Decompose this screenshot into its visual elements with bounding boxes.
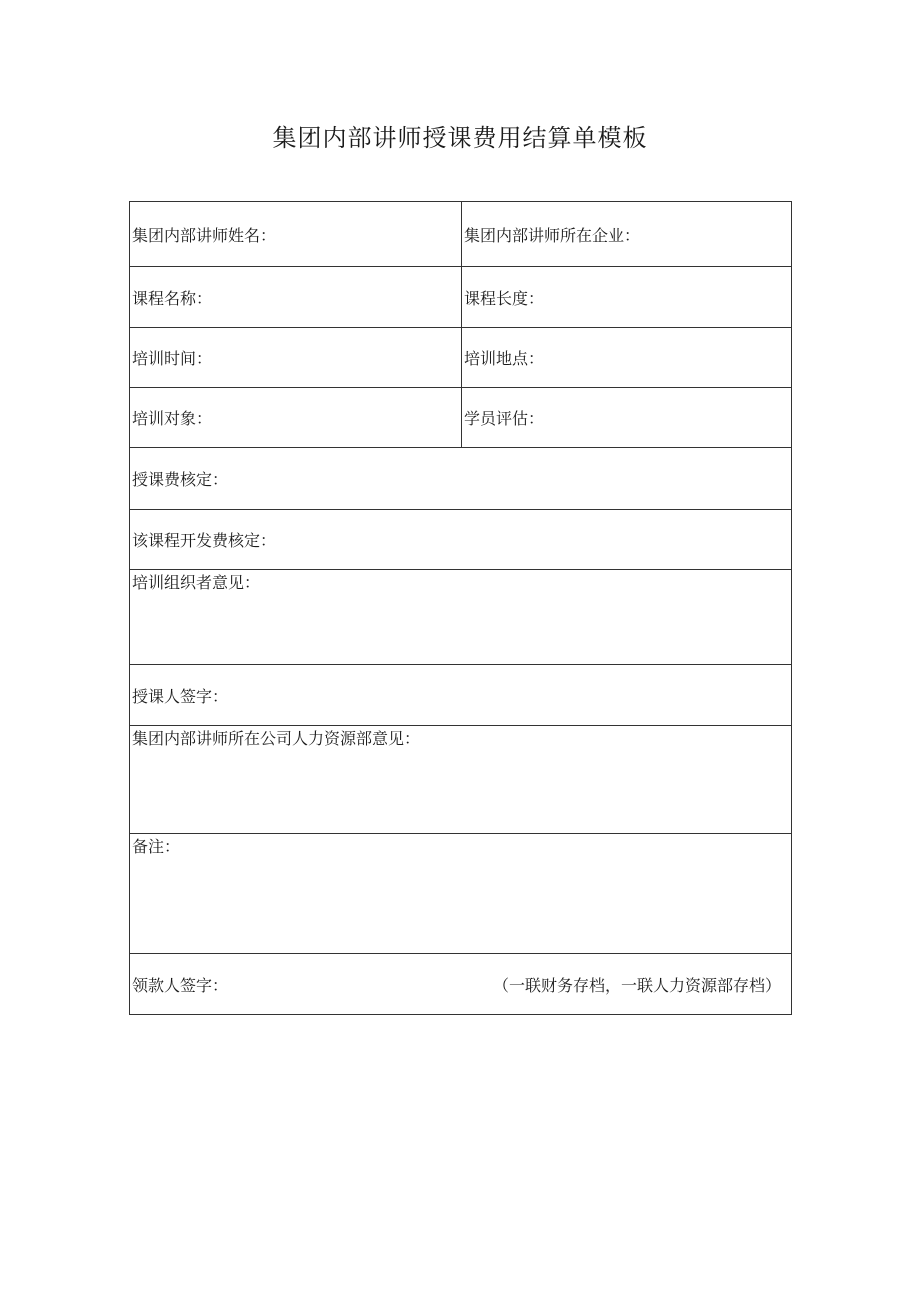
settlement-form-table	[129, 201, 792, 1015]
form-row-teaching-fee	[130, 448, 792, 510]
form-row-instructor	[130, 202, 792, 267]
form-row-organizer-opinion	[130, 570, 792, 665]
hr-opinion-label: 集团内部讲师所在公司人力资源部意见：	[132, 729, 421, 748]
organizer-opinion-label: 培训组织者意见：	[132, 573, 261, 592]
training-location-field[interactable]	[462, 328, 792, 388]
form-row-development-fee	[130, 510, 792, 570]
training-target-field[interactable]	[130, 388, 462, 448]
course-length-field[interactable]	[462, 267, 792, 328]
document-title: 集团内部讲师授课费用结算单模板	[272, 124, 648, 152]
payee-signature-label: 领款人签字：	[132, 975, 229, 995]
development-fee-field[interactable]	[130, 510, 792, 570]
instructor-signature-label: 授课人签字：	[132, 686, 229, 706]
remarks-label: 备注：	[132, 837, 181, 856]
form-row-remarks	[130, 834, 792, 954]
form-row-hr-opinion	[130, 726, 792, 834]
form-row-instructor-signature	[130, 665, 792, 726]
student-evaluation-field[interactable]	[462, 388, 792, 448]
training-location-label: 培训地点：	[464, 349, 545, 368]
student-evaluation-label: 学员评估：	[464, 409, 545, 428]
development-fee-label: 该课程开发费核定：	[132, 531, 277, 550]
teaching-fee-field[interactable]	[130, 448, 792, 510]
organizer-opinion-field[interactable]	[130, 570, 792, 665]
training-time-label: 培训时间：	[132, 349, 213, 368]
course-name-label: 课程名称：	[132, 288, 213, 308]
payee-signature-field[interactable]	[130, 954, 792, 1015]
form-row-training-target	[130, 388, 792, 448]
form-row-training-time	[130, 328, 792, 388]
hr-opinion-field[interactable]	[130, 726, 792, 834]
training-target-label: 培训对象：	[132, 409, 213, 428]
course-length-label: 课程长度：	[464, 288, 545, 308]
form-row-payee-signature	[130, 954, 792, 1015]
instructor-name-field[interactable]	[130, 202, 462, 267]
remarks-field[interactable]	[130, 834, 792, 954]
course-name-field[interactable]	[130, 267, 462, 328]
form-row-course	[130, 267, 792, 328]
instructor-company-field[interactable]	[462, 202, 792, 267]
training-time-field[interactable]	[130, 328, 462, 388]
instructor-company-label: 集团内部讲师所在企业：	[464, 225, 641, 245]
instructor-name-label: 集团内部讲师姓名：	[132, 225, 277, 245]
archive-note: （一联财务存档，一联人力资源部存档）	[492, 975, 781, 995]
teaching-fee-label: 授课费核定：	[132, 470, 229, 489]
instructor-signature-field[interactable]	[130, 665, 792, 726]
